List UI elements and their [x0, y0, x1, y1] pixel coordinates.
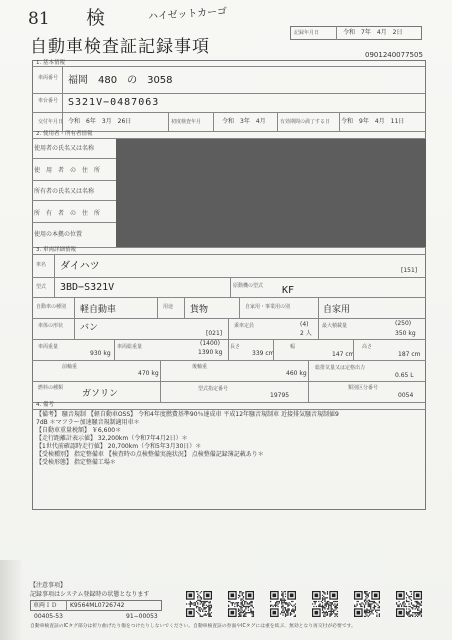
- type-cert-value: 19795: [270, 392, 290, 399]
- weight-label: 車両重量: [38, 344, 59, 350]
- qr-code-1-graphic: [186, 591, 212, 617]
- page-edge-shadow: [0, 560, 22, 640]
- maker-value: ダイハツ: [60, 261, 100, 272]
- engine-value: KF: [282, 285, 295, 296]
- qr-code-6: [396, 591, 422, 617]
- chassis-value: S321V−0487063: [68, 97, 160, 108]
- section-3-heading: 3. 車両詳細情報: [36, 247, 76, 253]
- purpose-label: 自家用・事業用の別: [245, 304, 291, 310]
- class-label: 類別区分番号: [348, 385, 379, 391]
- weight-value: 930 kg: [90, 350, 111, 357]
- front-axle-label: 前軸重: [62, 364, 78, 370]
- notice-heading: 【注意事項】: [30, 582, 67, 589]
- issue-date-value: 令和 6年 3月 26日: [68, 118, 132, 125]
- model-value: 3BD−S321V: [60, 282, 115, 293]
- handwritten-note: ハイゼットカーゴ: [147, 6, 228, 23]
- issue-date-label: 交付年月日: [38, 119, 64, 125]
- displacement-label: 総排気量又は定格出力: [315, 365, 366, 371]
- fuel-value: ガソリン: [82, 389, 119, 399]
- type-cert-label: 型式指定番号: [198, 386, 229, 392]
- bottom-note: 自動車検査証のICタグ部分は折り曲げたり傷をつけたりしないでください。自動車検査証の券面やICタグには重を結ぶ、無効となり再交付が必要です。: [30, 624, 356, 629]
- width-label: 幅: [290, 344, 296, 350]
- length-value: 339 cm: [252, 350, 275, 357]
- gross-weight-label: 車両総重量: [117, 344, 143, 350]
- registration-value: 福岡 480 の 3058: [68, 75, 173, 86]
- purpose-value: 自家用: [323, 305, 351, 315]
- body-code: [021]: [206, 330, 223, 337]
- base-location-label: 使用の本拠の位置: [34, 231, 83, 238]
- capacity-label: 乗車定員: [234, 323, 255, 329]
- rear-axle-value: 460 kg: [286, 370, 307, 377]
- remark-line-3: 【自動車重量税額】 ￥6,600＊: [36, 427, 122, 434]
- section-2-heading: 2. 使用者・所有者情報: [36, 131, 93, 137]
- engine-label: 原動機の型式: [233, 283, 264, 289]
- handwritten-number: 81: [28, 9, 50, 29]
- qr-code-3: [270, 591, 296, 617]
- use-value: 貨物: [190, 305, 209, 315]
- record-date-label: 記録年月日: [294, 30, 320, 36]
- qr-code-4: [312, 591, 338, 617]
- gross-weight-value: (1400): [200, 340, 220, 347]
- remark-line-5: 【1世代前確認時走行値】 20,700km（令和5年3月30日）＊: [36, 443, 202, 450]
- first-registration-value: 令和 3年 4月: [222, 118, 266, 125]
- page-title: 自動車検査証記録事項: [30, 37, 210, 57]
- use-label: 用途: [163, 304, 174, 310]
- handwritten-kanji: 検: [86, 7, 106, 29]
- first-registration-label: 初度検査年月: [171, 119, 202, 125]
- qr-code-3-graphic: [270, 591, 296, 617]
- maker-code: [151]: [401, 267, 418, 274]
- maker-label: 車名: [36, 262, 47, 268]
- class-value: 0054: [398, 392, 414, 399]
- expiry-label: 有効期間の満了する日: [280, 119, 331, 125]
- vehicle-id-label: 車両ＩＤ: [33, 602, 58, 609]
- height-value: 187 cm: [398, 351, 421, 358]
- qr-code-2: [228, 591, 254, 617]
- body-label: 車体の形状: [38, 323, 64, 329]
- redacted-personal-info: [116, 139, 426, 247]
- owner-name-label: 所有者の氏名又は名称: [34, 188, 95, 195]
- rear-axle-label: 後軸重: [192, 364, 208, 370]
- kind-label: 自動車の種別: [36, 304, 67, 310]
- max-load-value: (250): [395, 320, 412, 327]
- chassis-label: 車台番号: [38, 98, 59, 104]
- displacement-value: 0.65 L: [395, 372, 414, 379]
- length-label: 長さ: [230, 344, 241, 350]
- vehicle-id-value: K9564ML0726742: [70, 602, 125, 609]
- remark-line-6: 【受検種別】 指定整備車 【検査時の点検整備実施状況】 点検整備記録簿記載あり＊: [36, 451, 264, 458]
- serial-number: 0901240077505: [365, 51, 423, 59]
- width-value: 147 cm: [332, 351, 355, 358]
- qr-code-2-graphic: [228, 591, 254, 617]
- record-date-value: 令和 7年 4月 2日: [343, 29, 403, 36]
- max-load-label: 最大積載量: [322, 323, 348, 329]
- qr-code-4-graphic: [312, 591, 338, 617]
- section-1-heading: 1. 基本情報: [36, 60, 65, 66]
- capacity-value-2: 2 人: [300, 330, 312, 337]
- remark-line-2: 7dB ＊マフラー加速騒音規制適用車＊: [36, 419, 140, 426]
- model-label: 型式: [36, 284, 47, 290]
- user-name-label: 使用者の氏名又は名称: [34, 145, 95, 152]
- remark-line-4: 【走行距離計表示値】 32,200km（令和7年4月2日）＊: [36, 435, 188, 442]
- fuel-label: 燃料の種類: [38, 385, 64, 391]
- remark-line-1: 【備考】 騒音規制 【軽自動車OSS】 令和4年度燃費基準90％達成車 平成12年騒音規制車 近接排気騒音規制値9: [36, 411, 339, 418]
- height-label: 高さ: [362, 344, 373, 350]
- expiry-value: 令和 9年 4月 11日: [341, 118, 405, 125]
- notice-line: 記録事項はシステム登録時の状態となります: [30, 591, 150, 598]
- owner-address-label: 所 有 者 の 住 所: [34, 210, 101, 217]
- bottom-code-left: 00405-53: [34, 613, 63, 620]
- bottom-code-right: 91−00053: [126, 613, 158, 620]
- section-4-heading: 4. 備考: [36, 402, 54, 408]
- qr-code-6-graphic: [396, 591, 422, 617]
- gross-weight-value-2: 1390 kg: [198, 349, 223, 356]
- front-axle-value: 470 kg: [138, 370, 159, 377]
- body-value: バン: [80, 323, 99, 333]
- kind-value: 軽自動車: [80, 305, 117, 315]
- max-load-value-2: 350 kg: [395, 330, 416, 337]
- qr-code-5: [354, 591, 380, 617]
- user-address-label: 使 用 者 の 住 所: [34, 167, 101, 174]
- capacity-value: (4): [300, 321, 309, 328]
- qr-code-1: [186, 591, 212, 617]
- remark-line-7: 【受検形態】 指定整備工場＊: [36, 459, 116, 466]
- registration-label: 車両番号: [38, 75, 59, 81]
- qr-code-5-graphic: [354, 591, 380, 617]
